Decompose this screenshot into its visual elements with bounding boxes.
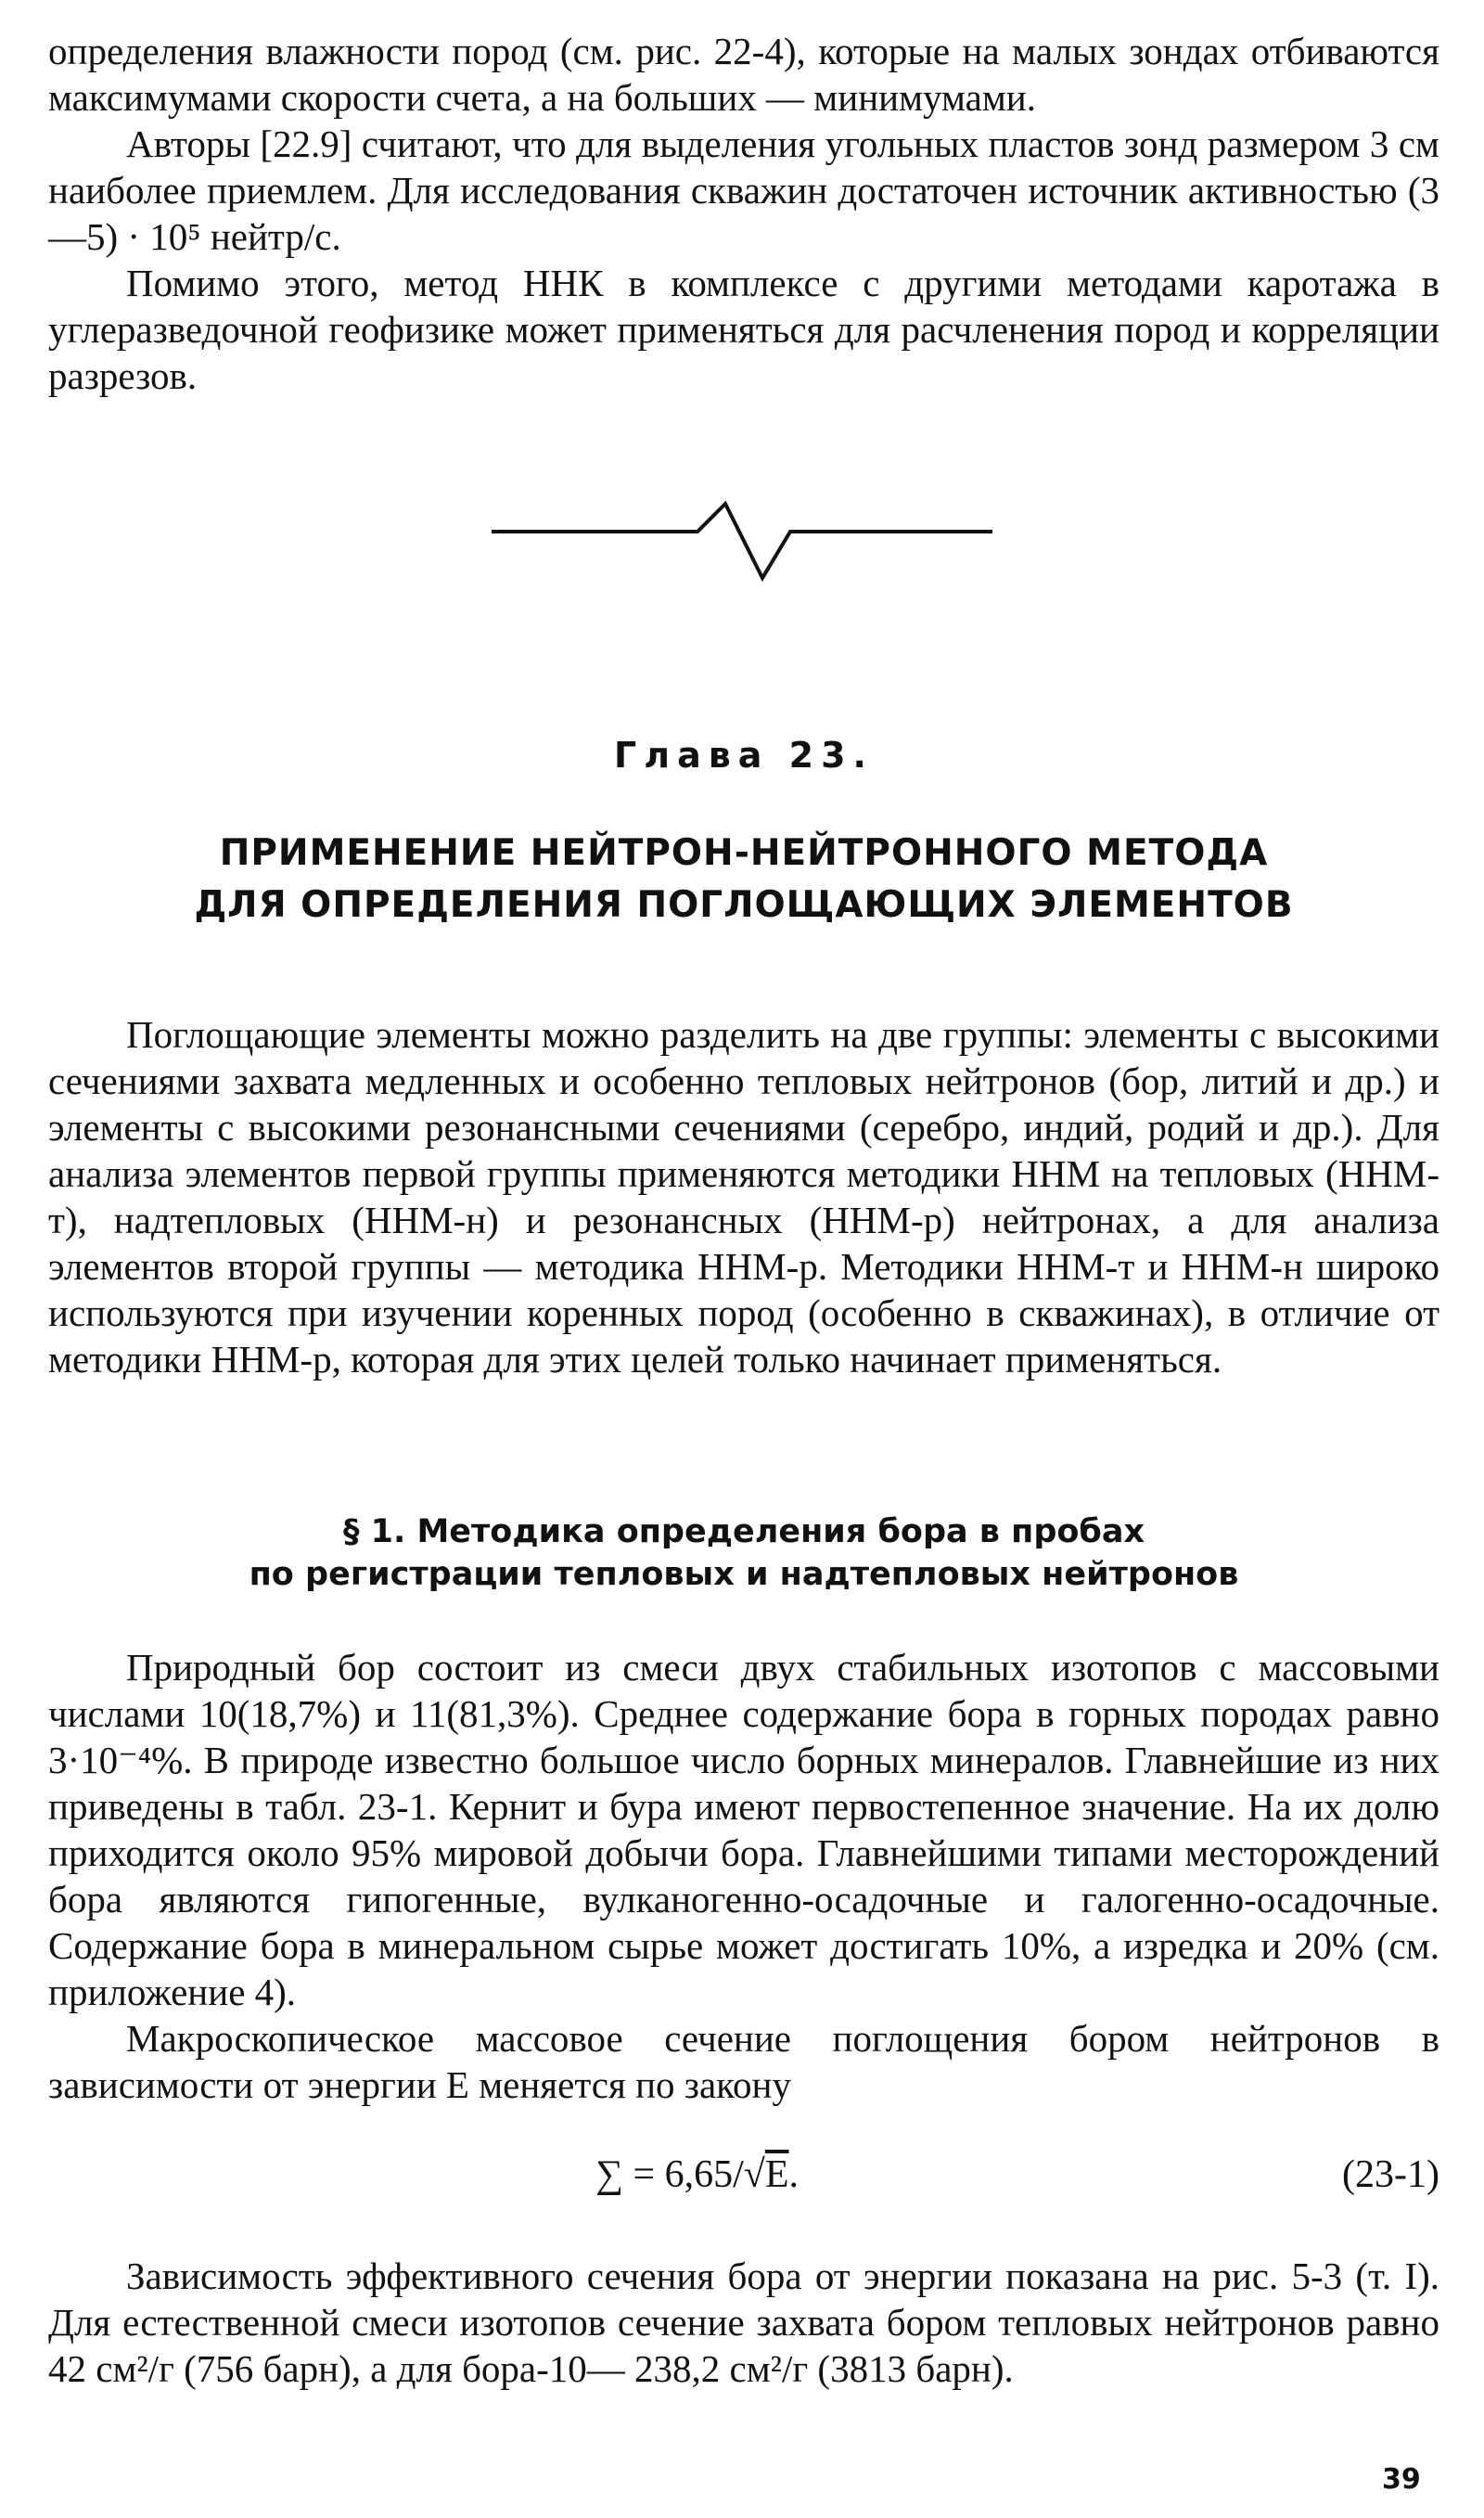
chapter-number: Глава 23. (614, 735, 874, 776)
formula-number: (23-1) (1342, 2153, 1439, 2196)
formula-lhs: ∑ = 6,65/√ (595, 2153, 765, 2196)
paragraph-authors: Авторы [22.9] считают, что для выделения угольных пластов зонд размером 3 см наиболее приемлем. Для исследования скважин достаточен источник активностью (3—5) · 10⁵ нейтр/с. (48, 122, 1439, 258)
chapter-divider-ornament (492, 478, 992, 598)
text-block-section (48, 1644, 1439, 2108)
paragraph-continuation: определения влажности пород (см. рис. 22-4), которые на малых зондах отбиваются максимумами скорости счета, а на больших — минимумами. (48, 30, 1439, 119)
page-number: 39 (1382, 2463, 1421, 2496)
chapter-title-line-2: ДЛЯ ОПРЕДЕЛЕНИЯ ПОГЛОЩАЮЩИХ ЭЛЕМЕНТОВ (194, 884, 1294, 926)
text-block-bottom (48, 2253, 1439, 2392)
section-heading-line-2: по регистрации тепловых и надтепловых нейтронов (249, 1556, 1239, 1593)
formula-tail: . (788, 2153, 800, 2196)
paragraph-nnk-method: Помимо этого, метод ННК в комплексе с другими методами каротажа в углеразведочной геофизике может применяться для расчленения пород и корреляции разрезов. (48, 262, 1439, 397)
paragraph-cross-section-law: Макроскопическое массовое сечение поглощения бором нейтронов в зависимости от энергии E меняется по закону (48, 2017, 1439, 2106)
paragraph-intro: Поглощающие элементы можно разделить на две группы: элементы с высокими сечениями захвата медленных и особенно тепловых нейтронов (бор, литий и др.) и элементы с высокими резонансными сечениями (серебро, индий, родий и др.). Для анализа элементов первой группы применяются методики ННМ на тепловых (ННМ-т), надтепловых (ННМ-н) и резонансных (ННМ-р) нейтронах, а для анализа элементов второй группы — методика ННМ-р. Методики ННМ-т и ННМ-н широко используются при изучении коренных пород (особенно в скважинах), в отличие от методики ННМ-р, которая для этих целей только начинает применяться. (48, 1013, 1439, 1381)
formula-radicand: E (764, 2153, 789, 2196)
section-heading-line-1: § 1. Методика определения бора в пробах (342, 1513, 1145, 1550)
chapter-title (48, 828, 1439, 931)
formula-23-1 (48, 2152, 1439, 2208)
formula-expression (595, 2152, 799, 2197)
text-block-intro (48, 1011, 1439, 1382)
chapter-title-line-1: ПРИМЕНЕНИЕ НЕЙТРОН-НЕЙТРОННОГО МЕТОДА (219, 832, 1269, 874)
paragraph-boron-cross-section: Зависимость эффективного сечения бора от энергии показана на рис. 5-3 (т. I). Для естественной смеси изотопов сечение захвата бором тепловых нейтронов равно 42 см²/г (756 барн), а для бора-10— 238,2 см²/г (3813 барн). (48, 2255, 1439, 2390)
section-heading (48, 1510, 1439, 1596)
paragraph-natural-boron: Природный бор состоит из смеси двух стабильных изотопов с массовыми числами 10(18,7%) и 11(81,3%). Среднее содержание бора в горных породах равно 3·10⁻⁴%. В природе известно большое число борных минералов. Главнейшие из них приведены в табл. 23-1. Кернит и бура имеют первостепенное значение. На их долю приходится около 95% мировой добычи бора. Главнейшими типами месторождений бора являются гипогенные, вулканогенно-осадочные и галогенно-осадочные. Содержание бора в минеральном сырье может достигать 10%, а изредка и 20% (см. приложение 4). (48, 1646, 1439, 2013)
text-block-top (48, 28, 1439, 399)
